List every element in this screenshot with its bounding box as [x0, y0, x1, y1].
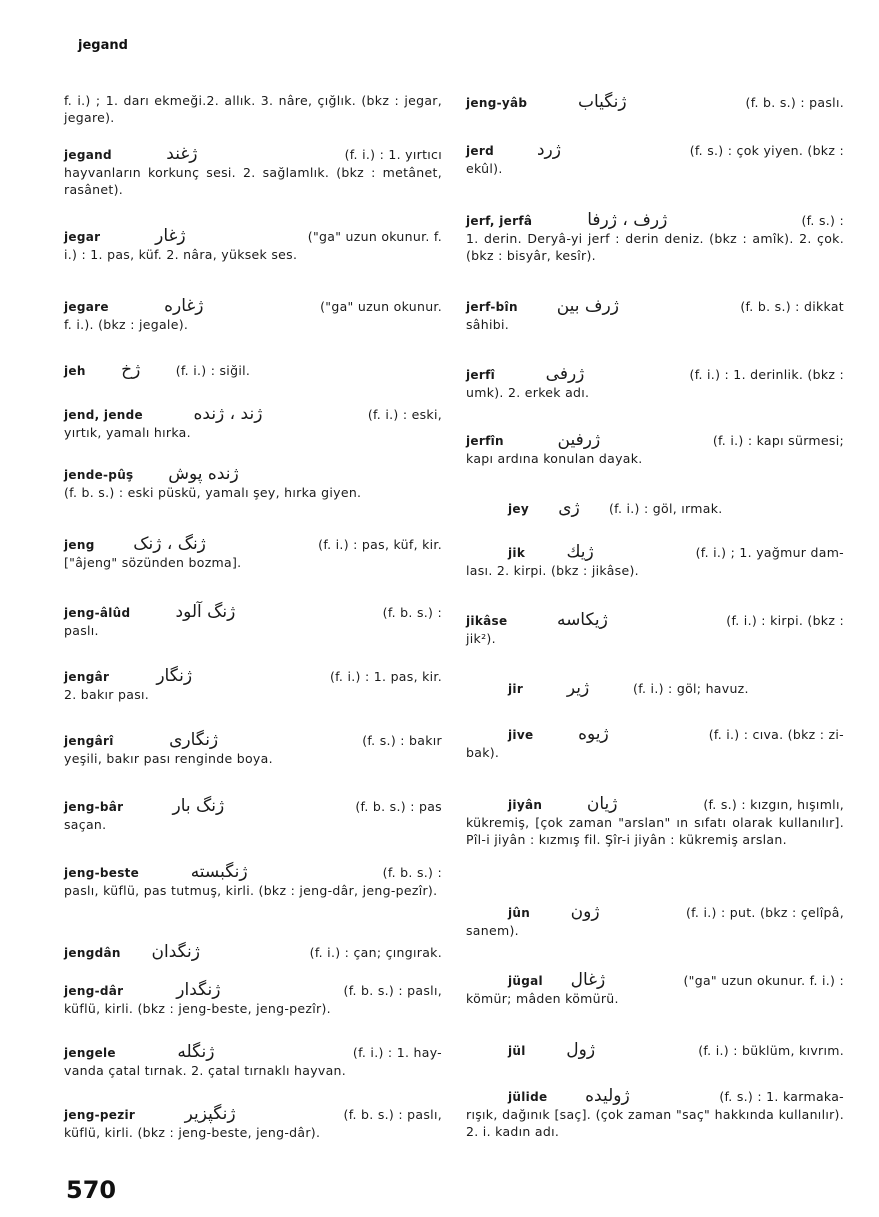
running-header: jegand [78, 38, 128, 53]
dictionary-entry [466, 212, 844, 264]
entry-headword: jeng [64, 538, 95, 552]
entry-definition: f. i.). (bkz : jegale). [64, 317, 189, 332]
dictionary-entry [64, 536, 442, 571]
entry-definition: kömür; mâden kömürü. [466, 991, 619, 1006]
entry-definition-start: (f. i.) : göl; havuz. [633, 681, 749, 696]
entry-headword: jir [508, 682, 524, 696]
entry-definition-start: (f. i.) : 1. hay- [352, 1045, 442, 1060]
entry-definition-start: (f. b. s.) : dikkat [740, 299, 844, 314]
dictionary-entry [64, 668, 442, 703]
entry-headword: jeng-pezir [64, 1108, 136, 1122]
entry-definition-start: (f. i.) : göl, ırmak. [608, 501, 723, 516]
dictionary-entry [64, 146, 442, 198]
entry-definition-start: (f. b. s.) : paslı, [343, 983, 442, 998]
entry-arabic-script: ژیر [566, 678, 590, 698]
entry-arabic-script: ژیك [566, 542, 594, 562]
dictionary-entry [64, 406, 442, 441]
entry-arabic-script: ژنگ بار [172, 796, 225, 816]
dictionary-entry [64, 604, 442, 639]
entry-headword: jive [508, 728, 534, 742]
entry-headword: jend, jende [64, 408, 143, 422]
dictionary-entry [466, 432, 844, 467]
dictionary-entry [64, 864, 442, 899]
entry-headword: jeng-âlûd [64, 606, 131, 620]
dictionary-entry [64, 1044, 442, 1079]
entry-definition: kapı ardına konulan dayak. [466, 451, 643, 466]
entry-definition-start: ("ga" uzun okunur. f. [307, 229, 442, 244]
dictionary-entry [466, 544, 844, 579]
dictionary-entry [64, 944, 442, 962]
entry-definition-start: (f. b. s.) : pas [355, 799, 442, 814]
entry-headword: jeh [64, 364, 86, 378]
entry-definition-start: (f. i.) : çan; çıngırak. [309, 945, 442, 960]
dictionary-entry [466, 1042, 844, 1060]
page-number: 570 [66, 1176, 117, 1204]
dictionary-entry [64, 1106, 442, 1141]
entry-headword: jikâse [466, 614, 508, 628]
entry-definition-start: ("ga" uzun okunur. f. i.) : [683, 973, 844, 988]
entry-definition: kükremiş, [çok zaman "arslan" ın sıfatı olarak kullanılır]. Pîl-i jiyân : kızmış fil. Şîr-i jiyân : kükremiş arslan. [466, 815, 844, 847]
entry-definition-start: (f. i.) : büklüm, kıvrım. [698, 1043, 844, 1058]
entry-definition-start: (f. i.) : kirpi. (bkz : [726, 613, 844, 628]
entry-arabic-script: ژرف بین [556, 296, 619, 316]
entry-headword: jey [508, 502, 529, 516]
entry-headword: jengâr [64, 670, 110, 684]
entry-definition-start: (f. b. s.) : [382, 865, 442, 880]
dictionary-entry [64, 982, 442, 1017]
entry-definition: yeşili, bakır pası renginde boya. [64, 751, 273, 766]
dictionary-entry [64, 228, 442, 263]
entry-definition-start: (f. s.) : bakır [362, 733, 442, 748]
entry-definition: rışık, dağınık [saç]. (çok zaman "saç" hakkında kullanılır). 2. i. kadın adı. [466, 1107, 844, 1139]
dictionary-entry [64, 466, 442, 501]
entry-definition: küflü, kirli. (bkz : jeng-beste, jeng-pezîr). [64, 1001, 331, 1016]
dictionary-entry [64, 732, 442, 767]
entry-arabic-script: ژغاره [164, 296, 204, 316]
entry-definition-start: (f. s.) : [801, 213, 844, 228]
entry-arabic-script: ژرفی [545, 364, 585, 384]
entry-definition: hayvanların korkunç sesi. 2. sağlamlık. (bkz : metânet, rasânet). [64, 165, 442, 197]
entry-definition: küflü, kirli. (bkz : jeng-beste, jeng-dâr). [64, 1125, 321, 1140]
entry-arabic-script: ژنگ ، ژنک [133, 534, 206, 554]
entry-headword: jerd [466, 144, 494, 158]
entry-headword: jende-pûş [64, 468, 134, 482]
entry-headword: jeng-beste [64, 866, 140, 880]
entry-headword: jengele [64, 1046, 116, 1060]
dictionary-entry [466, 298, 844, 333]
dictionary-entry [466, 680, 844, 698]
dictionary-entry [466, 142, 844, 177]
entry-definition-start: (f. b. s.) : [382, 605, 442, 620]
entry-definition: sâhibi. [466, 317, 510, 332]
entry-definition: bak). [466, 745, 500, 760]
dictionary-entry [466, 612, 844, 647]
entry-arabic-script: ژیکاسه [556, 610, 608, 630]
entry-headword: jiyân [508, 798, 543, 812]
entry-arabic-script: ژرد [536, 140, 561, 160]
dictionary-entry [466, 904, 844, 939]
entry-definition-start: (f. i.) : 1. derinlik. (bkz : [689, 367, 844, 382]
entry-definition: 2. bakır pası. [64, 687, 150, 702]
dictionary-entry-continued: f. i.) ; 1. darı ekmeği.2. allık. 3. nâre, çığlık. (bkz : jegar, jegare). [64, 93, 442, 125]
entry-definition-start: (f. s.) : çok yiyen. (bkz : [689, 143, 844, 158]
entry-arabic-script: ژی [558, 498, 580, 518]
entry-definition-start: (f. b. s.) : paslı, [343, 1107, 442, 1122]
entry-headword: jegand [64, 148, 112, 162]
entry-arabic-script: ژنگله [177, 1042, 215, 1062]
entry-definition-start: (f. i.) : kapı sürmesi; [712, 433, 844, 448]
entry-definition-start: (f. i.) : put. (bkz : çelîpâ, [685, 905, 844, 920]
dictionary-entry [466, 972, 844, 1007]
entry-arabic-script: ژنگدان [151, 942, 200, 962]
entry-definition-start: ("ga" uzun okunur. [320, 299, 442, 314]
entry-definition-start: (f. i.) : 1. yırtıcı [344, 147, 442, 162]
entry-headword: jerfîn [466, 434, 504, 448]
entry-arabic-script: ژنگ آلود [175, 602, 236, 622]
entry-definition: umk). 2. erkek adı. [466, 385, 590, 400]
entry-arabic-script: ژنگار [156, 666, 193, 686]
entry-definition: lası. 2. kirpi. (bkz : jikâse). [466, 563, 639, 578]
entry-headword: jeng-yâb [466, 96, 528, 110]
entry-arabic-script: ژیوه [578, 724, 609, 744]
entry-headword: jerf-bîn [466, 300, 518, 314]
entry-arabic-script: ژرف ، ژرفا [587, 210, 668, 230]
entry-arabic-script: ژخ [121, 360, 141, 380]
entry-definition: ekûl). [466, 161, 503, 176]
entry-arabic-script: ژیان [586, 794, 618, 814]
entry-headword: jengdân [64, 946, 121, 960]
dictionary-entry [466, 94, 844, 112]
dictionary-entry [64, 798, 442, 833]
entry-arabic-script: ژنگبسته [190, 862, 248, 882]
entry-arabic-script: ژرفین [557, 430, 601, 450]
entry-headword: jerfî [466, 368, 496, 382]
entry-definition: yırtık, yamalı hırka. [64, 425, 191, 440]
entry-headword: jik [508, 546, 526, 560]
entry-definition-start: (f. i.) : pas, küf, kir. [318, 537, 442, 552]
entry-headword: jügal [508, 974, 543, 988]
entry-arabic-script: ژنگاری [169, 730, 219, 750]
entry-headword: jûn [508, 906, 531, 920]
entry-headword: jeng-dâr [64, 984, 124, 998]
entry-definition-start: (f. b. s.) : paslı. [745, 95, 844, 110]
dictionary-entry [64, 298, 442, 333]
entry-definition-start: (f. i.) : 1. pas, kir. [329, 669, 442, 684]
entry-definition-start: (f. s.) : kızgın, hışımlı, [703, 797, 844, 812]
entry-definition: saçan. [64, 817, 107, 832]
entry-arabic-script: ژنگدار [176, 980, 221, 1000]
dictionary-entry [466, 796, 844, 848]
entry-definition-start: (f. i.) : eski, [367, 407, 442, 422]
entry-definition: (f. b. s.) : eski püskü, yamalı şey, hırka giyen. [64, 485, 362, 500]
entry-arabic-script: ژغار [155, 226, 186, 246]
entry-definition: paslı. [64, 623, 99, 638]
entry-arabic-script: ژند ، ژنده [193, 404, 263, 424]
entry-arabic-script: ژنگپزیر [184, 1104, 236, 1124]
entry-headword: jeng-bâr [64, 800, 124, 814]
entry-definition-start: (f. i.) : cıva. (bkz : zi- [708, 727, 844, 742]
entry-arabic-script: ژغند [166, 144, 198, 164]
entry-arabic-script: ژنده پوش [168, 464, 239, 484]
entry-arabic-script: ژون [570, 902, 600, 922]
dictionary-entry [466, 500, 844, 518]
entry-definition-start: (f. s.) : 1. karmaka- [719, 1089, 844, 1104]
entry-headword: jegare [64, 300, 109, 314]
dictionary-entry [466, 366, 844, 401]
entry-headword: jül [508, 1044, 526, 1058]
entry-definition: ["âjeng" sözünden bozma]. [64, 555, 242, 570]
entry-definition: paslı, küflü, pas tutmuş, kirli. (bkz : jeng-dâr, jeng-pezîr). [64, 883, 438, 898]
entry-arabic-script: ژغال [570, 970, 606, 990]
entry-headword: jülide [508, 1090, 548, 1104]
dictionary-entry [466, 726, 844, 761]
entry-arabic-script: ژنگیاب [577, 92, 627, 112]
entry-arabic-script: ژول [566, 1040, 596, 1060]
dictionary-entry [64, 362, 442, 380]
entry-definition: i.) : 1. pas, küf. 2. nâra, yüksek ses. [64, 247, 298, 262]
entry-definition-start: (f. i.) : siğil. [175, 363, 251, 378]
entry-definition: sanem). [466, 923, 519, 938]
entry-headword: jegar [64, 230, 101, 244]
entry-arabic-script: ژولیده [585, 1086, 630, 1106]
entry-definition: 1. derin. Deryâ-yi jerf : derin deniz. (bkz : amîk). 2. çok. (bkz : bisyâr, kesîr). [466, 231, 844, 263]
entry-headword: jerf, jerfâ [466, 214, 533, 228]
entry-definition-start: (f. i.) ; 1. yağmur dam- [695, 545, 844, 560]
entry-definition: jik²). [466, 631, 496, 646]
entry-definition: vanda çatal tırnak. 2. çatal tırnaklı hayvan. [64, 1063, 347, 1078]
dictionary-entry [466, 1088, 844, 1140]
entry-headword: jengârî [64, 734, 114, 748]
